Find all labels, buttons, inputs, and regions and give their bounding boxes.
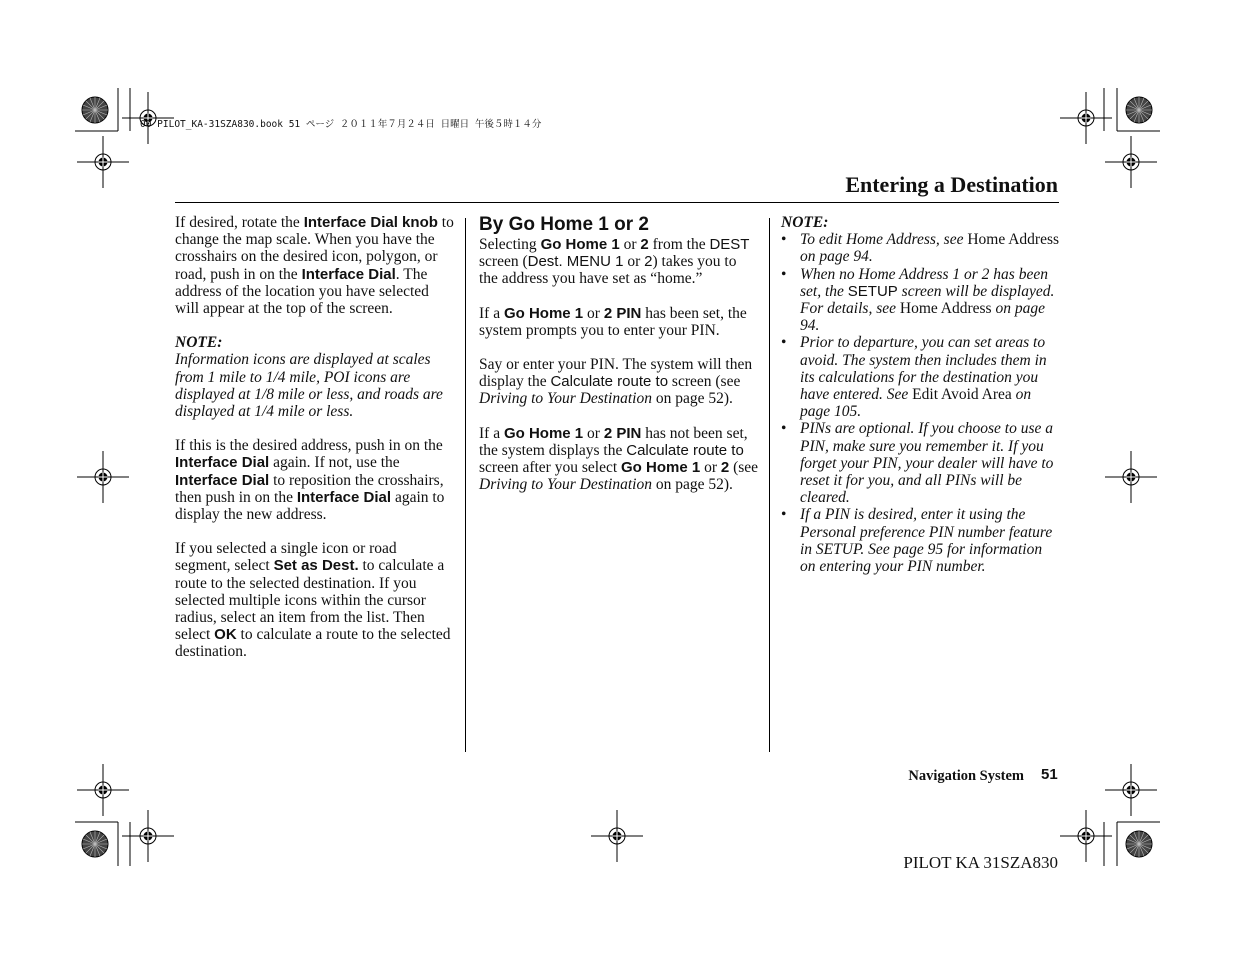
list-item: • If a PIN is desired, enter it using the Personal preference PIN number feature in SETUP. See page 95 for information on entering your PIN number.	[781, 506, 1061, 575]
top-left-marks	[75, 88, 174, 188]
column-2	[479, 214, 759, 493]
document-code: PILOT KA 31SZA830	[903, 853, 1058, 872]
cross-reference: Edit Avoid Area	[912, 386, 1012, 404]
cross-reference: Driving to Your Destination	[479, 476, 652, 494]
note-label: NOTE:	[781, 214, 829, 231]
footer-section-label: Navigation System	[908, 768, 1024, 784]
paragraph: If desired, rotate the Interface Dial knob to change the map scale. When you have the crosshairs on the desired icon, polygon, or road, push in on the Interface Dial. The address of the location you have selected will appear at the top of the screen.	[175, 214, 454, 318]
ui-term: Interface Dial	[175, 454, 270, 472]
bottom-center-mark	[591, 810, 643, 862]
list-item: • Prior to departure, you can set areas to avoid. The system then includes them in its calculations for the destination you have entered. See Edit Avoid Area on page 105.	[781, 334, 1061, 420]
screen-name: Dest. MENU 1	[527, 253, 624, 271]
paragraph: Selecting Go Home 1 or 2 from the DEST screen (Dest. MENU 1 or 2) takes you to the address you have set as “home.”	[479, 236, 750, 288]
ui-term: OK	[214, 626, 237, 644]
ui-term: Go Home 1	[503, 304, 584, 322]
screen-name: DEST	[709, 236, 750, 253]
ui-term: Interface Dial	[175, 471, 270, 489]
section-heading: By Go Home 1 or 2	[479, 214, 649, 235]
paragraph: Say or enter your PIN. The system will then display the Calculate route to screen (see Driving to Your Destination on page 52).	[479, 356, 753, 408]
note-label: NOTE:	[175, 334, 223, 352]
paragraph: If a Go Home 1 or 2 PIN has been set, the system prompts you to enter your PIN.	[479, 304, 747, 339]
column-divider	[769, 218, 770, 752]
top-right-marks	[1060, 88, 1160, 188]
ui-term: Go Home 1	[503, 424, 584, 442]
column-divider	[465, 218, 466, 752]
book-file-header: 00 PILOT_KA-31SZA830.book 51 ページ ２０１１年７月２４日 日曜日 午後５時１４分	[140, 119, 542, 130]
header-rule	[175, 202, 1059, 203]
ui-term: 2 PIN	[603, 304, 642, 322]
ui-term: 2	[720, 459, 730, 477]
note-list	[781, 231, 1061, 575]
note-text: Information icons are displayed at scales from 1 mile to 1/4 mile, POI icons are displayed at 1/8 mile or less, and roads are displayed at 1/4 mile or less.	[175, 351, 443, 421]
list-item: • To edit Home Address, see Home Address on page 94.	[781, 231, 1061, 265]
paragraph: If this is the desired address, push in on the Interface Dial again. If not, use the Interface Dial to reposition the crosshairs, then push in on the Interface Dial again to display the new address.	[175, 437, 445, 524]
paragraph: If a Go Home 1 or 2 PIN has not been set, the system displays the Calculate route to screen after you select Go Home 1 or 2 (see Driving to Your Destination on page 52).	[479, 424, 759, 494]
cross-reference: Driving to Your Destination	[479, 390, 652, 408]
ui-term: 2 PIN	[603, 424, 642, 442]
ui-term: Interface Dial	[296, 488, 392, 506]
page-title: Entering a Destination	[845, 172, 1058, 197]
cross-reference: Home Address	[967, 231, 1060, 249]
column-3	[781, 214, 1061, 575]
bottom-left-marks	[75, 764, 174, 866]
list-item: • PINs are optional. If you choose to use a PIN, make sure you remember it. If you forget your PIN, your dealer will have to reset it for you, and all PINs will be cleared.	[781, 420, 1061, 506]
ui-term: Go Home 1	[540, 236, 620, 253]
ui-term: Set as Dest.	[273, 557, 359, 575]
column-1	[175, 214, 455, 661]
page-number: 51	[1041, 766, 1058, 783]
screen-name: 2	[644, 253, 653, 271]
paragraph: If you selected a single icon or road segment, select Set as Dest. to calculate a route to the selected destination. If you selected multiple icons within the cursor radius, select an item from the list. Then select OK to calculate a route to the selected destination.	[175, 540, 451, 661]
bottom-right-marks	[1060, 764, 1160, 866]
ui-term: Go Home 1	[621, 459, 701, 477]
ui-term: Interface Dial	[301, 265, 396, 283]
screen-name: SETUP	[847, 282, 898, 300]
list-item: • When no Home Address 1 or 2 has been set, the SETUP screen will be displayed. For details, see Home Address on page 94.	[781, 266, 1061, 335]
screen-name: Calculate route to	[626, 441, 744, 459]
ui-term: Interface Dial knob	[303, 214, 438, 231]
ui-term: 2	[640, 236, 649, 253]
screen-name: Calculate route to	[550, 373, 669, 391]
cross-reference: Home Address	[899, 300, 992, 318]
